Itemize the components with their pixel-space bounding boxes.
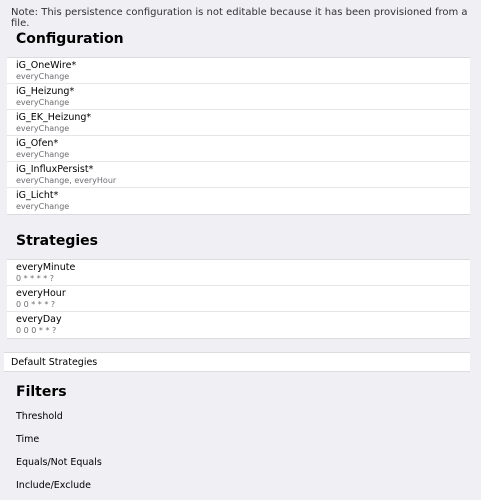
strategy-item-cron: 0 0 0 * * ? bbox=[16, 326, 57, 335]
configuration-item-strategies: everyChange bbox=[16, 72, 70, 81]
configuration-item[interactable] bbox=[7, 188, 470, 214]
configuration-item-strategies: everyChange bbox=[16, 98, 70, 107]
configuration-item[interactable] bbox=[7, 136, 470, 162]
filter-item-time[interactable]: Time bbox=[16, 434, 40, 445]
configuration-item-strategies: everyChange bbox=[16, 202, 70, 211]
provisioned-note: Note: This persistence configuration is not editable because it has been provisioned from a file. bbox=[11, 7, 468, 29]
strategy-item[interactable] bbox=[7, 260, 470, 286]
configuration-item-title: iG_EK_Heizung* bbox=[16, 112, 92, 123]
strategy-item[interactable] bbox=[7, 312, 470, 338]
strategy-item-name: everyMinute bbox=[16, 262, 76, 273]
configuration-item-title: iG_Heizung* bbox=[16, 86, 75, 97]
strategy-item-name: everyHour bbox=[16, 288, 66, 299]
filters-title: Filters bbox=[16, 384, 67, 400]
configuration-item-title: iG_InfluxPersist* bbox=[16, 164, 94, 175]
configuration-item[interactable] bbox=[7, 58, 470, 84]
configuration-item-strategies: everyChange bbox=[16, 150, 70, 159]
configuration-item[interactable] bbox=[7, 162, 470, 188]
configuration-item-title: iG_Ofen* bbox=[16, 138, 59, 149]
strategy-item-name: everyDay bbox=[16, 314, 62, 325]
default-strategies-label: Default Strategies bbox=[11, 357, 98, 368]
strategy-item[interactable] bbox=[7, 286, 470, 312]
strategy-item-cron: 0 * * * * ? bbox=[16, 274, 55, 283]
configuration-title: Configuration bbox=[16, 31, 124, 47]
configuration-item[interactable] bbox=[7, 84, 470, 110]
configuration-item-strategies: everyChange, everyHour bbox=[16, 176, 117, 185]
configuration-item-title: iG_OneWire* bbox=[16, 60, 77, 71]
filter-item-equals[interactable]: Equals/Not Equals bbox=[16, 457, 102, 468]
strategies-title: Strategies bbox=[16, 233, 98, 249]
configuration-item-title: iG_Licht* bbox=[16, 190, 59, 201]
strategy-item-cron: 0 0 * * * ? bbox=[16, 300, 56, 309]
filter-item-threshold[interactable]: Threshold bbox=[16, 411, 63, 422]
configuration-item-strategies: everyChange bbox=[16, 124, 70, 133]
configuration-list bbox=[7, 57, 470, 215]
filter-item-include-exclude[interactable]: Include/Exclude bbox=[16, 480, 91, 491]
configuration-item[interactable] bbox=[7, 110, 470, 136]
strategies-list bbox=[7, 259, 470, 339]
default-strategies-row[interactable] bbox=[4, 352, 470, 372]
